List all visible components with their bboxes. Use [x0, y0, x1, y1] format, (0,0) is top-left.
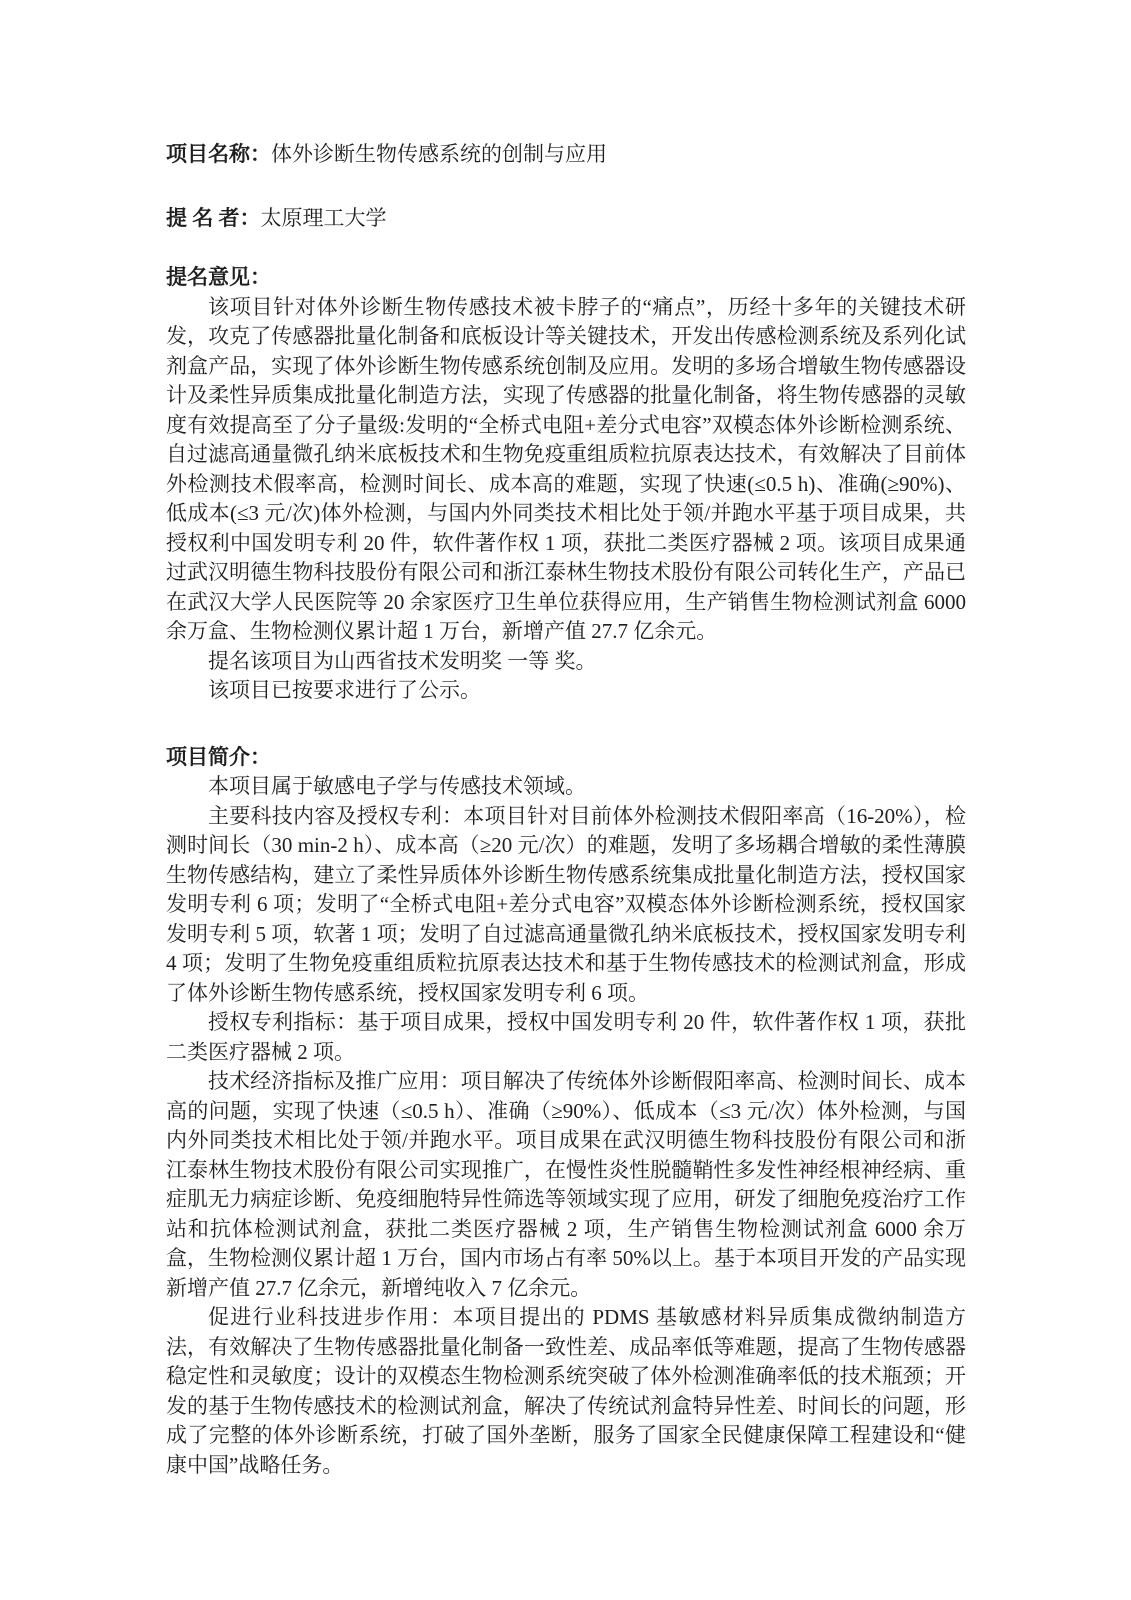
opinion-heading: 提名意见： — [166, 265, 271, 289]
intro-paragraph-2: 主要科技内容及授权专利：本项目针对目前体外检测技术假阳率高（16-20%），检测时间长（30 min-2 h）、成本高（≥20 元/次）的难题，发明了多场耦合增敏的柔性薄膜生物传感结构，建立了柔性异质体外诊断生物传感系统集成批量化制造方法，授权国家发明专利 6 项；发明了“全桥式电阻+差分式电容”双模态体外诊断检测系统，授权国家发明专利 5 项，软著 1 项；发明了自过滤高通量微孔纳米底板技术，授权国家发明专利 4 项；发明了生物免疫重组质粒抗原表达技术和基于生物传感技术的检测试剂盒，形成了体外诊断生物传感系统，授权国家发明专利 6 项。 — [166, 803, 966, 1005]
nominator-line — [166, 204, 966, 234]
intro-heading: 项目简介： — [166, 744, 271, 769]
opinion-paragraph-1: 该项目针对体外诊断生物传感技术被卡脖子的“痛点”，历经十多年的关键技术研发，攻克了传感器批量化制备和底板设计等关键技术，开发出传感检测系统及系列化试剂盒产品，实现了体外诊断生物传感系统创制及应用。发明的多场合增敏生物传感器设计及柔性异质集成批量化制造方法，实现了传感器的批量化制备，将生物传感器的灵敏度有效提高至了分子量级:发明的“全桥式电阻+差分式电容”双模态体外诊断检测系统、自过滤高通量微孔纳米底板技术和生物免疫重组质粒抗原表达技术，有效解决了目前体外检测技术假率高，检测时间长、成本高的难题，实现了快速(≤0.5 h)、准确(≥90%)、低成本(≤3 元/次)体外检测，与国内外同类技术相比处于领/并跑水平基于项目成果，共授权利中国发明专利 20 件，软件著作权 1 项，获批二类医疗器械 2 项。该项目成果通过武汉明德生物科技股份有限公司和浙江泰林生物技术股份有限公司转化生产，产品已在武汉大学人民医院等 20 余家医疗卫生单位获得应用，生产销售生物检测试剂盒 6000 余万盒、生物检测仪累计超 1 万台，新增产值 27.7 亿余元。 — [166, 294, 966, 643]
intro-paragraph-1: 本项目属于敏感电子学与传感技术领域。 — [208, 774, 586, 798]
nominator-value: 太原理工大学 — [260, 205, 387, 230]
nominator-label: 提 名 者： — [166, 205, 261, 230]
opinion-paragraph-3: 该项目已按要求进行了公示。 — [208, 678, 481, 702]
intro-paragraph-5: 促进行业科技进步作用：本项目提出的 PDMS 基敏感材料异质集成微纳制造方法，有效解决了生物传感器批量化制备一致性差、成品率低等难题，提高了生物传感器稳定性和灵敏度；设计的双模态生物检测系统突破了体外检测准确率低的技术瓶颈；开发的基于生物传感技术的检测试剂盒，解决了传统试剂盒特异性差、时间长的问题，形成了完整的体外诊断系统，打破了国外垄断，服务了国家全民健康保障工程建设和“健康中国”战略任务。 — [166, 1305, 966, 1477]
project-name-label: 项目名称： — [166, 142, 271, 166]
project-name-line — [166, 140, 966, 170]
opinion-paragraph-2: 提名该项目为山西省技术发明奖 一等 奖。 — [208, 648, 597, 673]
project-name-value: 体外诊断生物传感系统的创制与应用 — [271, 142, 607, 166]
intro-paragraph-4: 技术经济指标及推广应用：项目解决了传统体外诊断假阳率高、检测时间长、成本高的问题，实现了快速（≤0.5 h）、准确（≥90%）、低成本（≤3 元/次）体外检测，与国内外同类技术相比处于领/并跑水平。项目成果在武汉明德生物科技股份有限公司和浙江泰林生物技术股份有限公司实现推广，在慢性炎性脱髓鞘性多发性神经根神经病、重症肌无力病症诊断、免疫细胞特异性筛选等领域实现了应用，研发了细胞免疫治疗工作站和抗体检测试剂盒，获批二类医疗器械 2 项，生产销售生物检测试剂盒 6000 余万盒，生物检测仪累计超 1 万台，国内市场占有率 50%以上。基于本项目开发的产品实现新增产值 27.7 亿余元，新增纯收入 7 亿余元。 — [166, 1069, 966, 1300]
intro-paragraph-3: 授权专利指标：基于项目成果，授权中国发明专利 20 件，软件著作权 1 项，获批二类医疗器械 2 项。 — [166, 1010, 966, 1064]
